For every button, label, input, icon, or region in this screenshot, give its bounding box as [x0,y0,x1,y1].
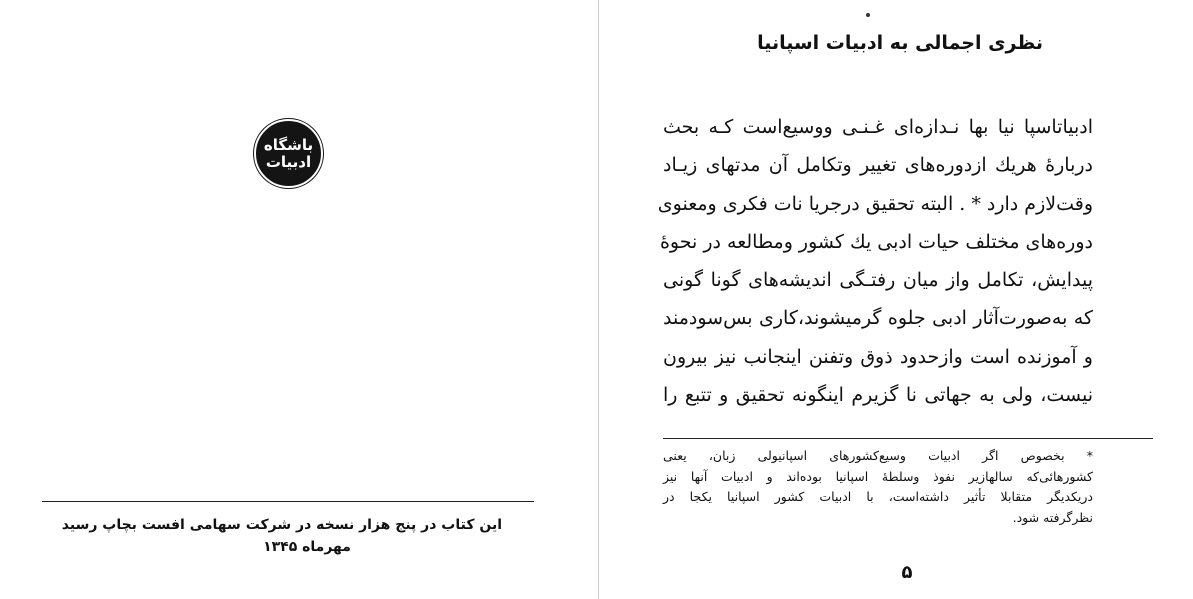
colophon-line: این کتاب در پنج هزار نسخه در شرکت سهامی افست بچاپ رسید [61,517,502,533]
page-spread-divider [598,0,599,599]
body-line: وقت‌لازم دارد * . البته تحقیق درجریا نات فکری ومعنوی [657,192,1093,215]
colophon [42,514,502,558]
colophon-rule [42,501,534,502]
footnote [663,446,1093,528]
footnote-rule [663,438,1153,439]
body-line: نیست، ولی به جهاتی نا گزیرم اینگونه تحقیق و تتبع را [663,384,1093,407]
footnote-line: نظرگرفته شود. [1012,509,1093,525]
footnote-line: کشورهائی‌که سالهازیر نفوذ وسلطهٔ اسپانیا بوده‌اند و ادبیات آنها نیز [663,468,1093,484]
page-mark [866,13,870,17]
body-line: دوره‌های مختلف حیات ادبی یك کشور ومطالعه در نحوهٔ [659,230,1093,253]
footnote-line: * بخصوص اگر ادبیات وسیع‌کشورهای اسپانیولی زبان، یعنی [663,448,1093,463]
logo-text-line2: ادبیات [265,152,312,171]
publisher-logo [254,119,323,188]
logo-text-line1: باشگاه [263,135,314,154]
body-line: و آموزنده است وازحدود ذوق وتفنن اینجانب نیز بیرون [663,345,1093,368]
body-line: که به‌صورت‌آثار ادبی جلوه گرمیشوند،کاری بس‌سودمند [663,307,1093,330]
body-paragraph [657,108,1093,414]
colophon-date: مهرماه ۱۳۴۵ [263,539,351,555]
chapter-title: نظری اجمالی به ادبیات اسپانیا [757,32,1043,54]
body-line: پیدایش، تکامل واز میان رفتـگی اندیشه‌های گونا گونی [663,269,1093,292]
footnote-line: دریکدیگر متقابلا تأثیر داشته‌است، با ادبیات کشور اسپانیا یکجا در [663,489,1093,504]
page-number: ۵ [901,562,913,583]
body-line: دربارهٔ هریك ازدوره‌های تغییر وتکامل آن مدتهای زیـاد [663,154,1093,177]
body-line: ادبیاتاسپا نیا بها نـدازه‌ای غـنـی ووسیع‌است کـه بحث [663,116,1093,138]
